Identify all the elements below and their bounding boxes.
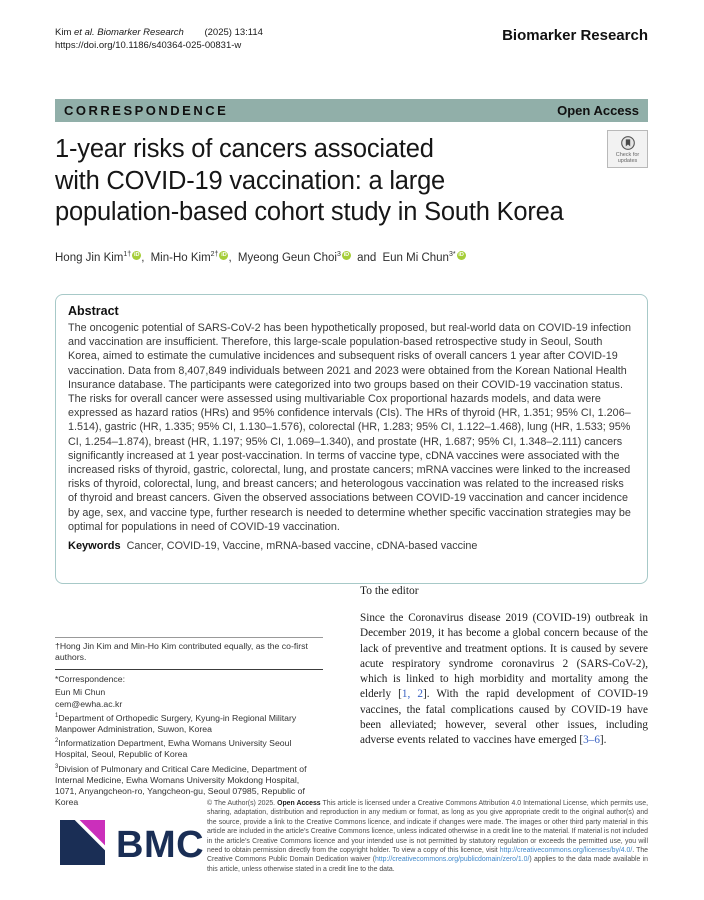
keywords-text: Cancer, COVID-19, Vaccine, mRNA-based vaccine, cDNA-based vaccine — [126, 540, 478, 553]
author-separator: , — [141, 251, 145, 264]
author-list — [55, 251, 648, 264]
correspondence-email[interactable]: cem@ewha.ac.kr — [55, 698, 123, 709]
check-for-updates-badge[interactable] — [607, 130, 648, 168]
citation-author: Kim — [55, 27, 72, 38]
author-2: Min-Ho Kim$^{2\dagger}$ iD — [150, 251, 227, 264]
article-type-label: CORRESPONDENCE — [64, 103, 229, 118]
abstract-box — [55, 294, 648, 584]
abstract-heading: Abstract — [68, 304, 119, 318]
correspondence-name: Eun Mi Chun — [55, 686, 106, 697]
check-for-updates-label: Check for updates — [615, 151, 640, 164]
keywords-label: Keywords — [68, 540, 121, 553]
equal-contribution-note: †Hong Jin Kim and Min-Ho Kim contributed equally, as the co-first authors. — [55, 637, 323, 663]
cc-by-license-link[interactable]: http://creativecommons.org/licenses/by/4.0/ — [499, 847, 633, 855]
affiliation-2: $^2$Informatization Department, Ewha Womans University Seoul Hospital, Seoul, Republic of Korea — [55, 738, 292, 760]
author-1-affil-mark: 1† — [123, 251, 132, 258]
orcid-icon[interactable]: iD — [458, 252, 464, 258]
footnotes — [55, 637, 323, 809]
bmc-logo[interactable] — [60, 820, 204, 870]
author-3-affil-mark: 3 — [336, 251, 341, 258]
abstract-text: The oncogenic potential of SARS-CoV-2 has been hypothetically proposed, but real-world data on COVID-19 infection and vaccination are insufficient. Therefore, this large-scale population-based retrospective study in Seoul, South Korea, aimed to estimate the cumulative incidences and subsequent risks of overall cancers 1 year after COVID-19 vaccination. Data from 8,407,849 individuals between 2021 and 2023 were obtained from the Korean National Health Insurance database. The participants were categorized into two groups based on their COVID-19 vaccination status. The risks for overall cancer were assessed using multivariable Cox proportional hazards models, and data were expressed as hazard ratios (HRs) and 95% confidence intervals (CIs). The HRs of thyroid (HR, 1.351; 95% CI, 1.206–1.514), gastric (HR, 1.335; 95% CI, 1.130–1.576), colorectal (HR, 1.283; 95% CI, 1.122–1.468), lung (HR, 1.533; 95% CI, 1.254–1.874), breast (HR, 1.197; 95% CI, 1.069–1.340), and prostate (HR, 1.687; 95% CI, 1.348–2.111) cancers significantly increased at 1 year post-vaccination. In terms of vaccine type, cDNA vaccines were associated with the increased risks of thyroid, gastric, colorectal, lung, and prostate cancers; mRNA vaccines were linked to the increased risks of thyroid, colorectal, lung, and breast cancers; and heterologous vaccination was related to the increased risks of thyroid and breast cancers. Given the observed associations between COVID-19 vaccination and cancer incidence by age, sex, and vaccine type, further research is needed to determine whether specific vaccination strategies may be optimal for populations in need of COVID-19 vaccination. — [68, 322, 631, 533]
citation-issue: (2025) 13:114 — [204, 27, 263, 38]
bmc-logo-icon — [60, 820, 105, 870]
affiliation-1: $^1$Department of Orthopedic Surgery, Kyung-in Regional Military Manpower Administration, Suwon, Korea — [55, 712, 297, 735]
author-conjunction: and — [357, 251, 377, 264]
orcid-icon[interactable]: iD — [221, 252, 227, 258]
correspondence-label: *Correspondence: — [55, 674, 126, 685]
open-access-bold: Open Access — [277, 800, 321, 807]
page-header — [55, 26, 648, 52]
orcid-icon[interactable]: iD — [343, 252, 350, 258]
reference-link[interactable]: 3–6 — [583, 734, 600, 747]
author-3: Myeong Geun Choi$^3$ iD — [237, 251, 350, 264]
footnote-divider — [55, 669, 323, 670]
title-line-3: population-based cohort study in South Korea — [55, 198, 564, 226]
article-type-banner — [55, 99, 648, 122]
content-frame — [55, 0, 648, 900]
check-for-updates-icon — [620, 135, 636, 152]
doi-link[interactable]: https://doi.org/10.1186/s40364-025-00831-w — [55, 40, 242, 51]
article-title — [55, 134, 600, 229]
letter-body — [360, 585, 648, 749]
cc-zero-license-link[interactable]: http://creativecommons.org/publicdomain/zero/1.0/ — [375, 856, 530, 864]
author-2-affil-mark: 2† — [210, 251, 219, 258]
title-line-1: 1-year risks of cancers associated — [55, 135, 434, 163]
citation-journal: et al. Biomarker Research — [74, 27, 184, 38]
title-line-2: with COVID-19 vaccination: a large — [55, 166, 446, 195]
reference-link[interactable]: 1, 2 — [401, 688, 423, 701]
journal-name: Biomarker Research — [502, 27, 648, 44]
author-4-affil-mark: 3* — [448, 251, 456, 258]
open-access-label: Open Access — [557, 103, 639, 118]
author-1: Hong Jin Kim$^{1\dagger}$ iD — [55, 251, 140, 264]
letter-paragraph: Since the Coronavirus disease 2019 (COVID-19) outbreak in December 2019, it has become a global concern because of the lack of preventive and treatment options. It is caused by severe acute respiratory syndrome coronavirus 2 (SARS-CoV-2), which is linked to high morbidity and mortality among the elderly [1, 2]. With the rapid development of COVID-19 vaccines, the fatal complications caused by COVID-19 have been alleviated; however, several other issues, including adverse events related to vaccines have emerged [3–6]. — [360, 612, 648, 747]
copyright-notice: © The Author(s) 2025. Open Access This article is licensed under a Creative Commons Attribution 4.0 International License, which permits use, sharing, adaptation, distribution and reproduction in any medium or format, as long as you give appropriate credit to the original author(s) and the source, provide a link to the Creative Commons licence, and indicate if changes were made. The images or other third party material in this article are included in the article’s Creative Commons licence, unless indicated otherwise in a credit line to the material. If material is not included in the article’s Creative Commons licence and your intended use is not permitted by statutory regulation or exceeds the permitted use, you will need to obtain permission directly from the copyright holder. To view a copy of this licence, visit http://creativecommons.org/licenses/by/4.0/. The Creative Commons Public Domain Dedication waiver (http://creativecommons.org/publicdomain/zero/1.0/) applies to the data made available in this article, unless otherwise stated in a credit line to the data. — [207, 800, 649, 873]
author-separator: , — [228, 251, 232, 264]
orcid-icon[interactable]: iD — [133, 252, 140, 258]
keywords-line — [68, 540, 635, 552]
bmc-logo-text: BMC — [116, 823, 205, 866]
salutation: To the editor — [360, 585, 419, 597]
affiliation-3: $^3$Division of Pulmonary and Critical Care Medicine, Department of Internal Medicine, Ewha Womans University Mokdong Hospital, 1071, Anyangcheon-ro, Yangcheon-gu, Seoul 07985, Republic of Korea — [55, 763, 307, 808]
author-4: Eun Mi Chun$^{3*}$ iD — [382, 251, 464, 264]
